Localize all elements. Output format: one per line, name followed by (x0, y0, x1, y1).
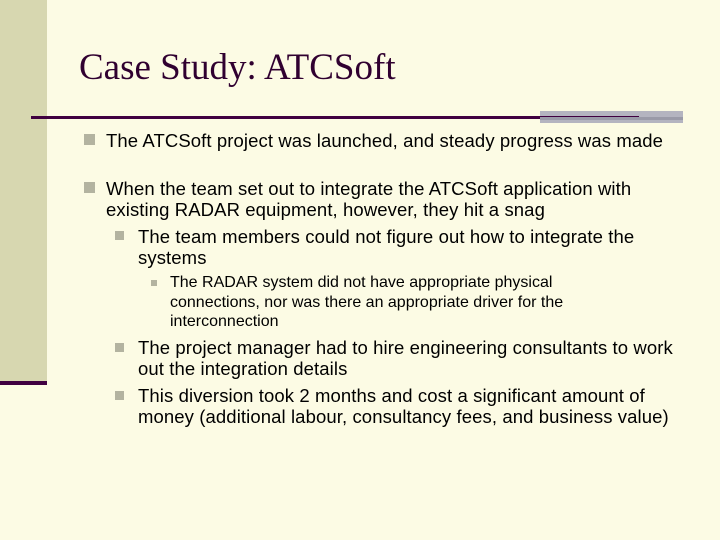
sub-sub-bullet-text: The RADAR system did not have appropriate physical connections, nor was there an appropriate driver for the interconnection (170, 274, 564, 330)
sub-bullet-text: This diversion took 2 months and cost a significant amount of money (additional labour, consultancy fees, and business value) (138, 385, 669, 427)
square-bullet-icon (84, 134, 95, 145)
square-bullet-icon (151, 280, 157, 286)
square-bullet-icon (115, 231, 124, 240)
square-bullet-icon (115, 391, 124, 400)
slide-title: Case Study: ATCSoft (79, 47, 396, 88)
sub-bullet-text: The project manager had to hire engineering consultants to work out the integration details (138, 337, 673, 379)
sub-bullet-text: The team members could not figure out how to integrate the systems (138, 226, 635, 268)
square-bullet-icon (115, 343, 124, 352)
square-bullet-icon (84, 182, 95, 193)
bullet-text: When the team set out to integrate the ATCSoft application with existing RADAR equipment, however, they hit a snag (106, 178, 632, 220)
bullet-text: The ATCSoft project was launched, and steady progress was made (106, 130, 664, 151)
